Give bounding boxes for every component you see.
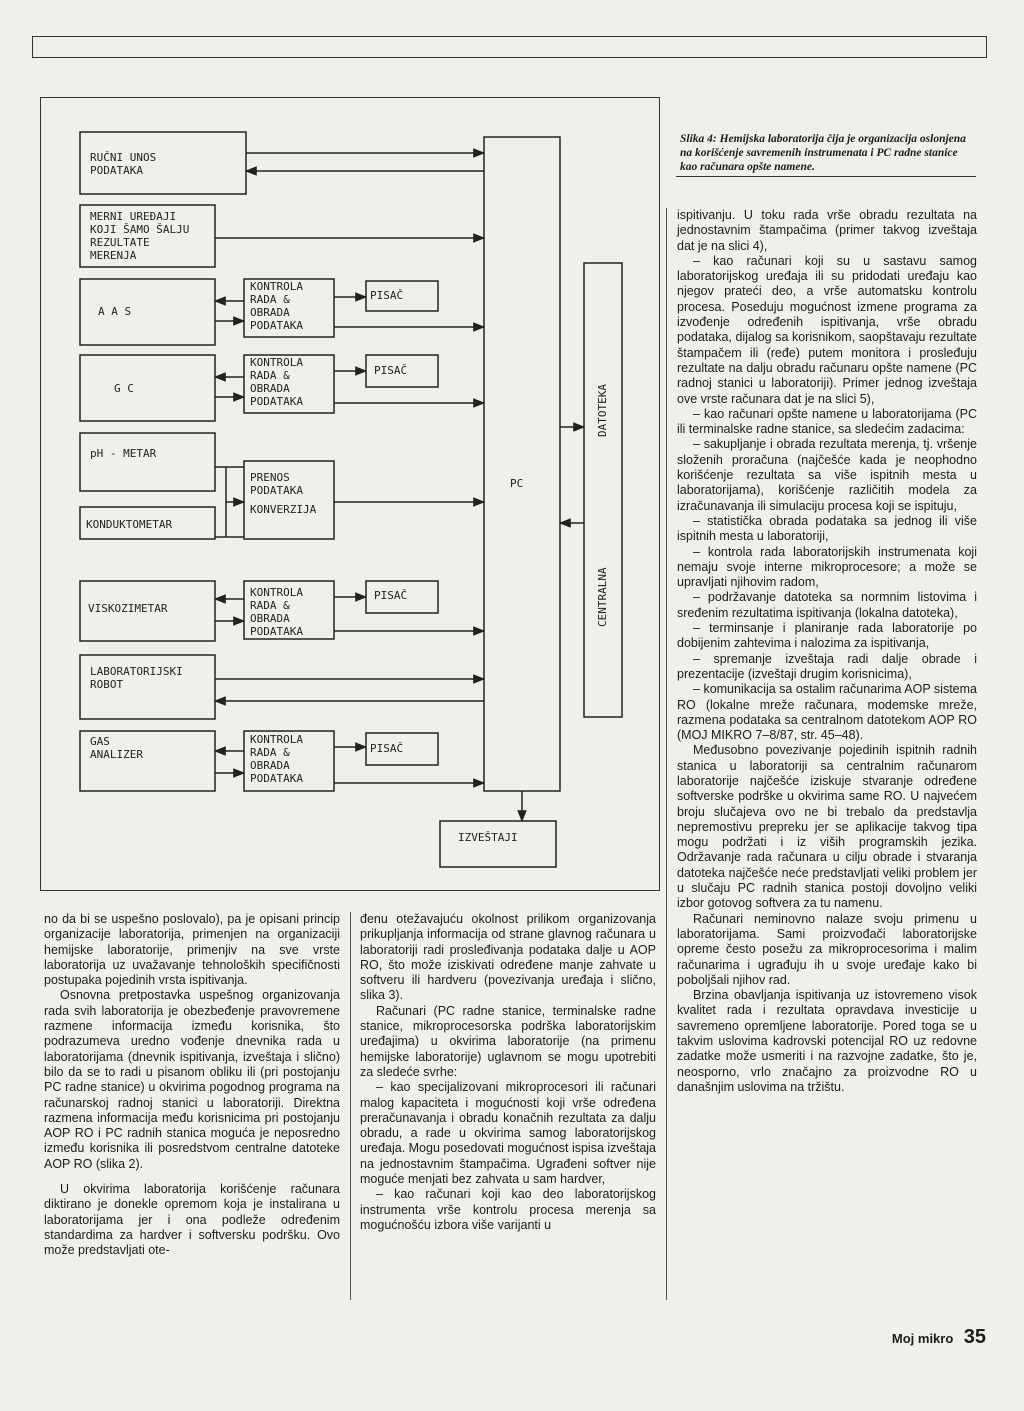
column-divider [350,912,351,1300]
paragraph: – kao računari koji su u sastavu samog laboratorijskog uređaja ili su pridodati uređaju kao njegov prateći deo, a vrše automatsku kontrolu procesa. Poseduju mogućnost izmene programa za izvođenje određenih ispitivanja, vrše obradu podataka, dijalog sa korisnikom, saopštavaju rezultate štampačem ili (ređe) putem monitora i prosleđuju rezultate na dalju obradu računaru opšte namene (PC radnoj stanici u laboratoriji). Primer jednog izveštaja ove vrste računara dat je na slici 5), [677,253,977,406]
diagram-label: KONTROLA [250,586,303,599]
ph-label: pH - METAR [90,447,157,460]
paragraph: – kontrola rada laboratorijskih instrumenata koji nemaju svoje interne mikroprocesore; a može se upravljati njihovim radom, [677,544,977,590]
diagram-label: GAS [90,735,110,748]
diagram-label: PODATAKA [250,772,303,785]
merni-line-2: KOJI ŠAMO ŠALJU [90,223,190,236]
diagram-label: RADA & [250,369,290,382]
caption-rule [676,176,976,177]
diagram-label: KONVERZIJA [250,503,317,516]
diagram-label: PODATAKA [250,395,303,408]
diagram-label: PODATAKA [250,625,303,638]
text-column-2 [360,912,656,1233]
rucni-line-1: RUČNI UNOS [90,151,157,164]
gc-label: G C [114,382,134,395]
header-bar [32,36,987,58]
diagram-label: LABORATORIJSKI [90,665,183,678]
paragraph: Međusobno povezivanje pojedinih ispitnih radnih stanica u laboratoriji sa centralnim računarom laboratorije najčešće iziskuje stvaranje određene softverske podrške u okvirima same RO. U najvećem broju slučajeva ovo ne bi trebalo da predstavlja nepremostivu prepreku jer se aplikacije takvog tipa mogu podržati i iz viših programskih jezika. Održavanje rada računara u cilju obrade i stvaranja datoteka najčešće neće predstavljati veliki problem jer u slučaju PC radnih stanica postoji dovoljno veliki izbor gotovog softvera za tu namenu. [677,743,977,911]
izvestaji-label: IZVEŠTAJI [458,831,518,844]
diagram-label: ANALIZER [90,748,143,761]
diagram-label: PODATAKA [250,319,303,332]
diagram-label: PODATAKA [250,484,303,497]
pc-label: PC [510,477,524,490]
paragraph: – kao računari opšte namene u laboratorijama (PC ili terminalske radne stanice, sa sledećim zadacima: [677,406,977,437]
paragraph: Računari neminovno nalaze svoju primenu u laboratorijama. Sami proizvođači laboratorijske opreme često posežu za mikroprocesorima i malim računarima i ugrađuju ih u svoje uređaje kako bi poboljšali njihov rad. [677,911,977,987]
paragraph: – komunikacija sa ostalim računarima AOP sistema RO (lokalne mreže računara, modemske mreže, razmena podataka sa centralnom datotekom AOP RO (MOJ MIKRO 7–8/87, str. 45–48). [677,682,977,743]
figure-caption: Slika 4: Hemijska laboratorija čija je organizacija oslonjena na korišćenje savremenih instrumenata i PC radne stanice kao računara opšte namene. [680,133,966,173]
column-divider [666,208,667,1300]
magazine-name: Moj mikro [891,1331,954,1346]
datoteka-label: DATOTEKA [596,384,609,437]
paragraph: – kao specijalizovani mikroprocesori ili računari malog kapaciteta i mogućnosti koji vrše određena preračunavanja i obradu konačnih rezultata za dalju obradu, a rade u okvirima samog laboratorijskog uređaja. Mogu posedovati mogućnost ispisa izveštaja na jednostavnim štampačima. Ugrađeni softver nije moguće menjati bez zahvata u sam hardver, [360,1080,657,1187]
rucni-line-2: PODATAKA [90,164,143,177]
paragraph: đenu otežavajuću okolnost prilikom organizovanja prikupljanja informacija od strane glavnog računara u laboratoriji radi prosleđivanja podataka dalje u AOP RO, što može iziskivati određene manje zahvate u softveru ili hardveru (povezivanja uređaja i slično, slika 3). [360,912,656,1003]
page-number: 35 [963,1326,986,1348]
datoteka-box [584,263,622,717]
text-column-1 [44,912,340,1259]
page-footer [892,1326,986,1349]
diagram-label: KONTROLA [250,280,303,293]
paragraph: U okvirima laboratorija korišćenje računara diktirano je donekle opremom koja je instalirana u laboratorijama jer i ona podleže određenim standardima za hardver i softversku podršku. Ovo može predstavljati ote- [44,1182,340,1258]
paragraph: Osnovna pretpostavka uspešnog organizovanja rada svih laboratorija je obezbeđenje pravovremene razmene informacija između korisnika, što podrazumeva uredno vođenje dnevnika rada u laboratorijama (dnevnik ispitivanja, izveštaja i slično) bilo da se to radi u pisanom obliku ili (pri postojanju PC radne stanice) u okvirima pogodnog programa na računarskoj radnoj stanici u laboratoriji. Direktna razmena informacija među korisnicima pri postojanju AOP RO i PC radnih stanica moguća je neposredno između korisnika ili posredstvom centralne datoteke AOP RO (slika 2). [44,988,340,1171]
text-column-3 [677,208,977,1095]
paragraph: no da bi se uspešno poslovalo), pa je opisani princip organizacije laboratorija, primenjen na organizaciji hemijske laboratorije, primenjiv na sve vrste laboratorija uz uvažavanje tehnoloških specifičnosti postupaka pojedinih vrsta ispitivanja. [44,912,340,988]
diagram-label: PRENOS [250,471,290,484]
centralna-label: CENTRALNA [596,567,609,627]
merni-line-3: REZULTATE [90,236,150,249]
paragraph: ispitivanju. U toku rada vrše obradu rezultata na jednostavnim štampačima (primer takvog izveštaja dat je na slici 4), [677,208,977,253]
diagram-label: RADA & [250,599,290,612]
visk-label: VISKOZIMETAR [88,602,168,615]
diagram-label: KONTROLA [250,356,303,369]
merni-line-1: MERNI UREĐAJI [90,210,177,223]
pisac-label-1: PISAČ [370,289,404,302]
izvestaji-box [440,821,556,867]
paragraph: Računari (PC radne stanice, terminalske radne stanice, mikroprocesorska podrška laboratorijskim uređajima) u okvirima laboratorije (na primenu hemijske laboratorije) uglavnom se mogu upotrebiti za sledeće svrhe: [360,1003,656,1079]
paragraph: – podržavanje datoteka sa normnim listovima i sređenim rezultatima ispitivanja (lokalna datoteka), [677,590,977,620]
aas-label: A A S [98,305,132,318]
diagram-label: OBRADA [250,306,290,319]
pc-box [484,137,560,791]
gc-box [80,355,215,421]
diagram-label: ROBOT [90,678,124,691]
paragraph: – kao računari koji kao deo laboratorijskog instrumenta vrše kontrolu procesa merenja sa mogućnošću izbora više varijanti u [360,1187,656,1232]
diagram-label: OBRADA [250,759,290,772]
diagram-label: OBRADA [250,382,290,395]
paragraph: – sakupljanje i obrada rezultata merenja, tj. vršenje složenih proračuna (najčešće kada je neophodno korišćenje rezultata sa više ispitnih mesta u laboratorijama), korišćenje različitih modela za izračunavanja ili simulaciju procesa koji se ispituju, [677,437,977,513]
paragraph: – spremanje izveštaja radi dalje obrade i prezentacije (izveštaji drugim korisnicima), [677,651,977,681]
paragraph: – statistička obrada podataka sa jednog ili više ispitnih mesta u laboratoriji, [677,513,977,544]
kond-label: KONDUKTOMETAR [86,518,173,531]
lab-organization-diagram [40,97,660,891]
merni-line-4: MERENJA [90,249,137,262]
diagram-label: RADA & [250,746,290,759]
paragraph: – terminsanje i planiranje rada laboratorije po dobijenim zahtevima i nalozima za ispitivanja, [677,621,977,651]
ph-metar-box [80,433,215,491]
diagram-label: RADA & [250,293,290,306]
pisac-label-2: PISAČ [374,364,408,377]
pisac-label-3: PISAČ [374,589,408,602]
pisac-label-4: PISAČ [370,742,404,755]
paragraph: Brzina obavljanja ispitivanja uz istovremeno visok kvalitet rada i rezultata opravdava investicije u savremeno opremljene laboratorije. Pored toga se u takvim uslovima kadrovski potencijal RO uz redovne zadatke može usmeriti i na razvojne zadatke, što je, neosporno, vrlo značajno za proizvodne RO u današnjim uslovima na tržištu. [677,988,977,1094]
diagram-label: KONTROLA [250,733,303,746]
diagram-label: OBRADA [250,612,290,625]
